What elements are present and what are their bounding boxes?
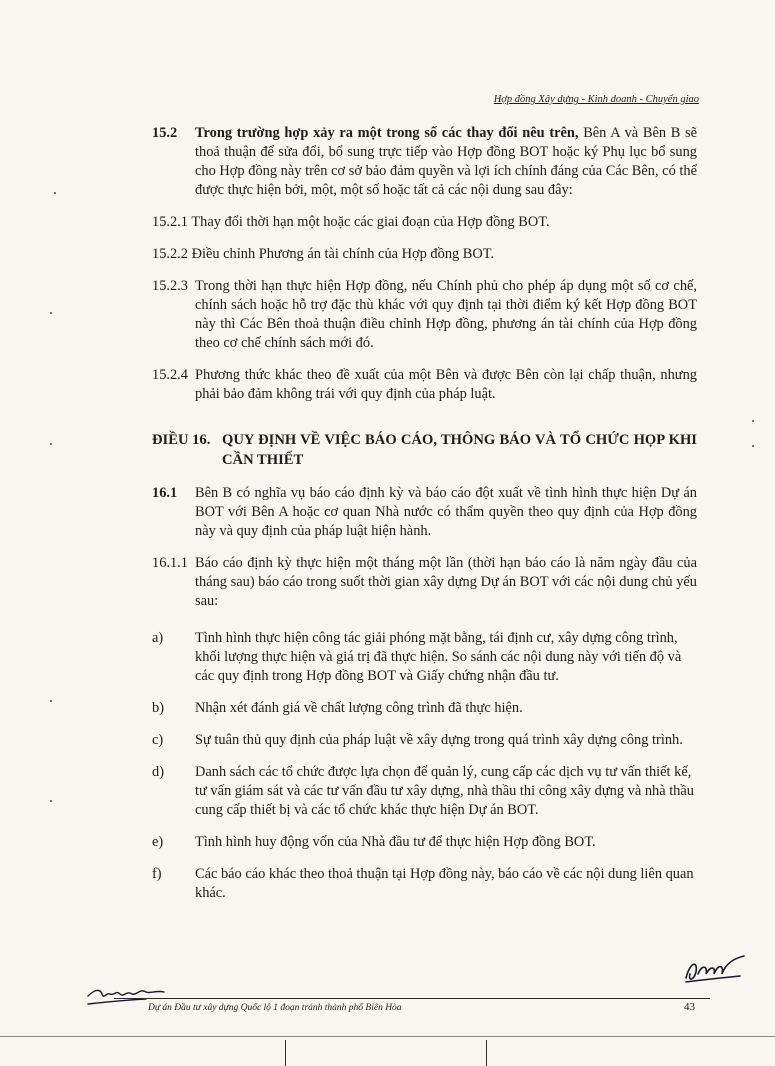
article-title: QUY ĐỊNH VỀ VIỆC BÁO CÁO, THÔNG BÁO VÀ TỔ CHỨC HỌP KHI CẦN THIẾT [222, 432, 697, 468]
item-number: 15.2.4 [152, 367, 188, 383]
scan-speck [50, 443, 52, 445]
scan-speck [50, 312, 52, 314]
item-15-2-3 [152, 277, 697, 353]
section-rest: Bên A và Bên B sẽ thoả thuận để sửa đổi, bổ sung trực tiếp vào Hợp đồng BOT hoặc ký Phụ lục bổ sung cho Hợp đồng này trên cơ sở bảo đảm quyền và lợi ích chính đáng của Các Bên, có thể được thực hiện bởi, một, một số hoặc tất cả các nội dung sau đây: [195, 125, 697, 198]
item-text: Báo cáo định kỳ thực hiện một tháng một lần (thời hạn báo cáo là năm ngày đầu của tháng sau) báo cáo trong suốt thời gian xây dựng Dự án BOT với các nội dung chủ yếu sau: [195, 555, 697, 609]
list-text: Nhận xét đánh giá về chất lượng công trình đã thực hiện. [195, 700, 523, 716]
list-marker: d) [152, 764, 164, 780]
list-text: Tình hình thực hiện công tác giải phóng mặt bằng, tái định cư, xây dựng công trình, khối lượng thực hiện và giá trị đã thực hiện. So sánh các nội dung này với tiến độ và các quy định trong Hợp đồng BOT và Giấy chứng nhận đầu tư. [195, 630, 682, 684]
list-item-c [152, 731, 697, 750]
section-number: 16.1 [152, 485, 178, 501]
item-text: Thay đổi thời hạn một hoặc các giai đoạn của Hợp đồng BOT. [191, 214, 550, 230]
document-body [152, 124, 697, 916]
list-marker: e) [152, 834, 164, 850]
list-item-f [152, 865, 697, 903]
item-15-2-4 [152, 366, 697, 404]
list-marker: b) [152, 700, 164, 716]
list-item-d [152, 763, 697, 820]
list-text: Danh sách các tổ chức được lựa chọn để quản lý, cung cấp các dịch vụ tư vấn thiết kế, tư vấn giám sát và các tư vấn đầu tư xây dựng, nhà thầu thi công xây dựng và nhà thầu cung cấp thiết bị và các tổ chức khác thực hiện Dự án BOT. [195, 764, 694, 818]
article-label: ĐIỀU 16. [152, 432, 211, 448]
list-marker: f) [152, 866, 162, 882]
list-item-e [152, 833, 697, 852]
page-number: 43 [684, 1001, 695, 1013]
section-number: 15.2 [152, 125, 178, 141]
item-text: Trong thời hạn thực hiện Hợp đồng, nếu Chính phủ cho phép áp dụng một số cơ chế, chính sách hoặc hỗ trợ đặc thù khác với quy định tại thời điểm ký kết Hợp đồng BOT này thì Các Bên thoả thuận điều chỉnh Hợp đồng, phương án tài chính của Hợp đồng theo cơ chế chính sách mới đó. [195, 278, 697, 351]
scan-speck [50, 800, 52, 802]
footer-project-title: Dự án Đầu tư xây dựng Quốc lộ 1 đoạn tránh thành phố Biên Hòa [148, 1003, 402, 1013]
item-number: 15.2.3 [152, 278, 188, 294]
item-15-2-1 [152, 213, 697, 232]
item-number: 15.2.1 [152, 214, 188, 230]
item-text: Phương thức khác theo đề xuất của một Bên và được Bên còn lại chấp thuận, nhưng phải bảo đảm không trái với quy định của pháp luật. [195, 367, 697, 402]
item-number: 15.2.2 [152, 246, 188, 262]
scan-speck [752, 420, 754, 422]
item-number: 16.1.1 [152, 555, 188, 571]
list-item-a [152, 629, 697, 686]
scan-edge-line [0, 1036, 775, 1037]
scan-speck [50, 700, 52, 702]
list-text: Các báo cáo khác theo thoả thuận tại Hợp đồng này, báo cáo về các nội dung liên quan khác. [195, 866, 694, 901]
section-text [195, 124, 697, 200]
section-15-2 [152, 124, 697, 200]
signature-initials-right [680, 952, 750, 988]
list-marker: a) [152, 630, 164, 646]
list-text: Sự tuân thủ quy định của pháp luật về xây dựng trong quá trình xây dựng công trình. [195, 732, 683, 748]
list-item-b [152, 699, 697, 718]
section-text: Bên B có nghĩa vụ báo cáo định kỳ và báo cáo đột xuất về tình hình thực hiện Dự án BOT với Bên A hoặc cơ quan Nhà nước có thẩm quyền theo quy định của Hợp đồng này và quy định của pháp luật hiện hành. [195, 485, 697, 539]
bold-lead: Trong trường hợp xảy ra một trong số các thay đổi nêu trên, [195, 125, 579, 141]
item-text: Điều chỉnh Phương án tài chính của Hợp đồng BOT. [191, 246, 495, 262]
section-16-1-1 [152, 554, 697, 611]
scan-box-edge [285, 1040, 487, 1066]
list-text: Tình hình huy động vốn của Nhà đầu tư để thực hiện Hợp đồng BOT. [195, 834, 596, 850]
footer-rule [114, 998, 710, 999]
scan-speck [752, 445, 754, 447]
section-16-1 [152, 484, 697, 541]
item-15-2-2 [152, 245, 697, 264]
article-16-heading [152, 430, 697, 470]
scan-speck [54, 192, 56, 194]
running-header: Hợp đồng Xây dựng - Kinh doanh - Chuyển giao [493, 94, 699, 105]
list-marker: c) [152, 732, 164, 748]
